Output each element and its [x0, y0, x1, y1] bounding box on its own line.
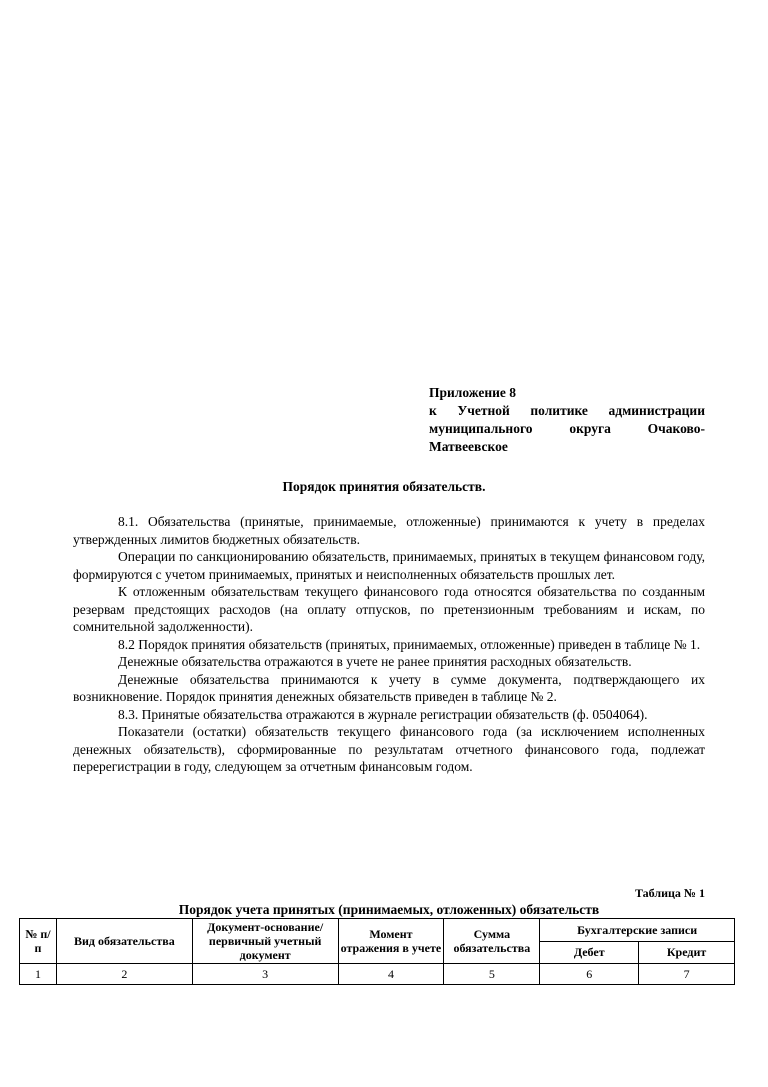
header-accounting-entries: Бухгалтерские записи: [540, 919, 735, 942]
table-row: [20, 964, 735, 985]
obligations-table: [19, 918, 735, 985]
body-text: [73, 513, 705, 776]
table-header-row: [20, 919, 735, 942]
appendix-reference-line: муниципального округа Очаково-: [429, 421, 705, 436]
header-moment: Момент отражения в учете: [338, 919, 444, 964]
paragraph: 8.1. Обязательства (принятые, принимаемые, отложенные) принимаются к учету в пределах утвержденных лимитов бюджетных обязательств.: [73, 514, 705, 547]
paragraph: Показатели (остатки) обязательств текущего финансового года (за исключением исполненных денежных обязательств), сформированные по результатам отчетного финансового года, подлежат перерегистрации в году, следующем за отчетным финансовым годом.: [73, 724, 705, 774]
appendix-number: Приложение 8: [429, 385, 517, 400]
header-sum: Сумма обязательства: [444, 919, 540, 964]
header-debit: Дебет: [540, 941, 639, 964]
header-document: Документ-основание/ первичный учетный документ: [192, 919, 338, 964]
appendix-reference-line: Матвеевское: [429, 439, 508, 454]
paragraph: Операции по санкционированию обязательств, принимаемых, принятых в текущем финансовом году, формируются с учетом принимаемых, принятых и неисполненных обязательств прошлых лет.: [73, 549, 705, 582]
appendix-header: [429, 384, 705, 456]
paragraph: Денежные обязательства принимаются к учету в сумме документа, подтверждающего их возникновение. Порядок принятия денежных обязательств приведен в таблице № 2.: [73, 671, 705, 704]
table-cell: 5: [444, 964, 540, 985]
paragraph: 8.2 Порядок принятия обязательств (принятых, принимаемых, отложенные) приведен в таблице № 1.: [118, 636, 701, 652]
table-cell: 1: [20, 964, 57, 985]
table-title: Порядок учета принятых (принимаемых, отложенных) обязательств: [178, 902, 600, 917]
table-cell: 2: [56, 964, 192, 985]
table-caption: Таблица № 1: [634, 886, 705, 900]
table-cell: 6: [540, 964, 639, 985]
header-credit: Кредит: [639, 941, 735, 964]
paragraph: Денежные обязательства отражаются в учете не ранее принятия расходных обязательств.: [118, 654, 632, 669]
table-cell: 3: [192, 964, 338, 985]
paragraph: 8.3. Принятые обязательства отражаются в журнале регистрации обязательств (ф. 0504064).: [118, 706, 648, 722]
table-cell: 4: [338, 964, 444, 985]
appendix-reference-line: к Учетной политике администрации: [429, 403, 705, 418]
paragraph: К отложенным обязательствам текущего финансового года относятся обязательства по созданным резервам предстоящих расходов (на оплату отпусков, по претензионным требованиям и искам, по сомнительной задолженности).: [73, 584, 705, 634]
table-cell: 7: [639, 964, 735, 985]
header-number: № п/п: [20, 919, 57, 964]
document-title: Порядок принятия обязательств.: [282, 479, 486, 494]
header-obligation-type: Вид обязательства: [56, 919, 192, 964]
